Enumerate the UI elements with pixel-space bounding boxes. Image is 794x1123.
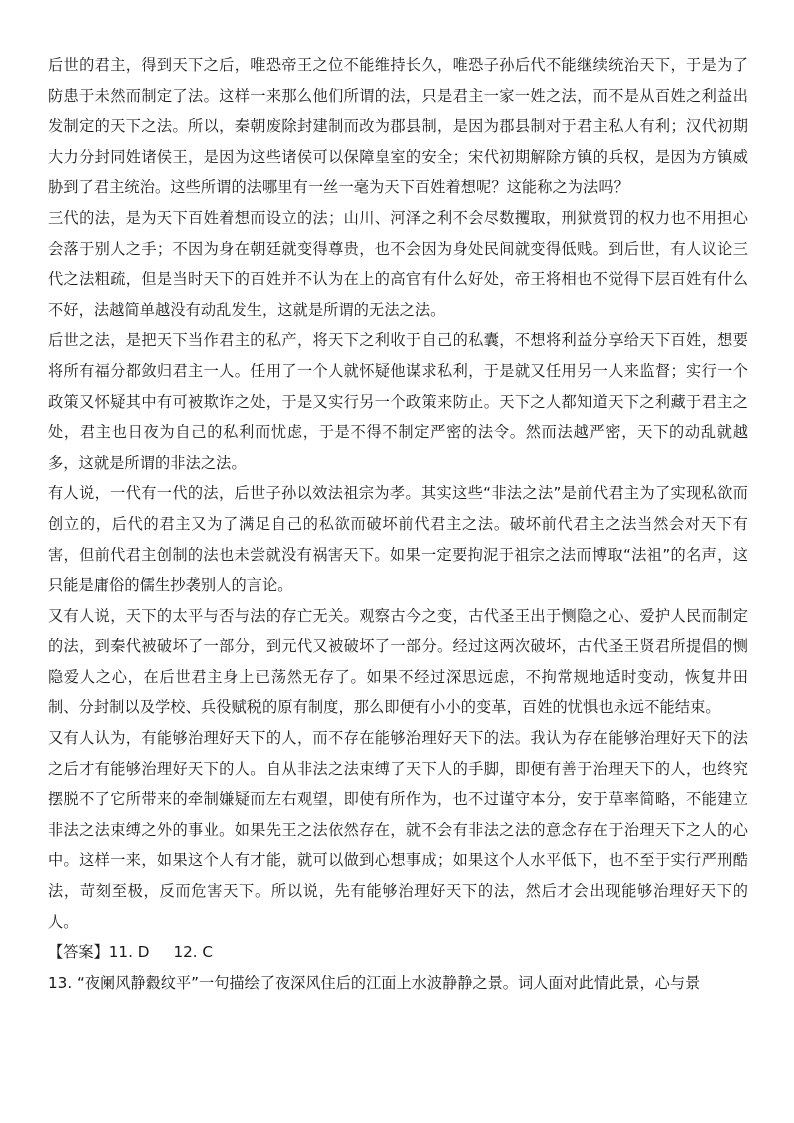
answer-q12: 12. C bbox=[173, 943, 214, 962]
document-page bbox=[48, 50, 748, 998]
paragraph-6: 又有人认为，有能够治理好天下的人，而不存在能够治理好天下的法。我认为存在能够治理好天下的法之后才有能够治理好天下的人。自从非法之法束缚了天下人的手脚，即便有善于治理天下的人，也终究摆脱不了它所带来的牵制嫌疑而左右观望，即使有所作为，也不过谨守本分，安于草率简略，不能建立非法之法束缚之外的事业。如果先王之法依然存在，就不会有非法之法的意念存在于治理天下之人的心中。这样一来，如果这个人有才能，就可以做到心想事成；如果这个人水平低下，也不至于实行严刑酷法，苛刻至极，反而危害天下。所以说，先有能够治理好天下的法，然后才会出现能够治理好天下的人。 bbox=[48, 729, 748, 931]
answer-line bbox=[48, 937, 748, 968]
paragraph-1: 后世的君主，得到天下之后，唯恐帝王之位不能维持长久，唯恐子孙后代不能继续统治天下，于是为了防患于未然而制定了法。这样一来那么他们所谓的法，只是君主一家一姓之法，而不是从百姓之利益出发制定的天下之法。所以，秦朝废除封建制而改为郡县制，是因为郡县制对于君主私人有利；汉代初期大力分封同姓诸侯王，是因为这些诸侯可以保障皇室的安全；宋代初期解除方镇的兵权，是因为方镇威胁到了君主统治。这些所谓的法哪里有一丝一毫为天下百姓着想呢？这能称之为法吗？ bbox=[48, 56, 748, 197]
paragraph-2: 三代的法，是为天下百姓着想而设立的法；山川、河泽之利不会尽数攫取，刑狱赏罚的权力也不用担心会落于别人之手；不因为身在朝廷就变得尊贵，也不会因为身处民间就变得低贱。到后世，有人议论三代之法粗疏，但是当时天下的百姓并不认为在上的高官有什么好处，帝王将相也不觉得下层百姓有什么不好，法越简单越没有动乱发生，这就是所谓的无法之法。 bbox=[48, 208, 748, 319]
question-13: 13. “夜阑风静縠纹平”一句描绘了夜深风住后的江面上水波静静之景。词人面对此情此景，心与景 bbox=[48, 973, 701, 992]
answer-label: 【答案】 bbox=[48, 943, 109, 962]
paragraph-5: 又有人说，天下的太平与否与法的存亡无关。观察古今之变，古代圣王出于恻隐之心、爱护人民而制定的法，到秦代被破坏了一部分，到元代又被破坏了一部分。经过这两次破坏，古代圣王贤君所提倡的恻隐爱人之心，在后世君主身上已荡然无存了。如果不经过深思远虑，不拘常规地适时变动，恢复井田制、分封制以及学校、兵役赋税的原有制度，那么即便有小小的变革，百姓的忧惧也永远不能结束。 bbox=[48, 606, 748, 717]
paragraph-3: 后世之法，是把天下当作君主的私产，将天下之利收于自己的私囊，不想将利益分享给天下百姓，想要将所有福分都敛归君主一人。任用了一个人就怀疑他谋求私利，于是就又任用另一人来监督；实行一个政策又怀疑其中有可被欺诈之处，于是又实行另一个政策来防止。天下之人都知道天下之利藏于君主之处，君主也日夜为自己的私利而忧虑，于是不得不制定严密的法令。然而法越严密，天下的动乱就越多，这就是所谓的非法之法。 bbox=[48, 331, 748, 472]
answer-q11: 11. D bbox=[108, 943, 150, 962]
paragraph-4: 有人说，一代有一代的法，后世子孙以效法祖宗为孝。其实这些“非法之法”是前代君主为了实现私欲而创立的，后代的君主又为了满足自己的私欲而破坏前代君主之法。破坏前代君主之法当然会对天下有害，但前代君主创制的法也未尝就没有祸害天下。如果一定要拘泥于祖宗之法而博取“法祖”的名声，这只能是庸俗的儒生抄袭别人的言论。 bbox=[48, 484, 748, 595]
